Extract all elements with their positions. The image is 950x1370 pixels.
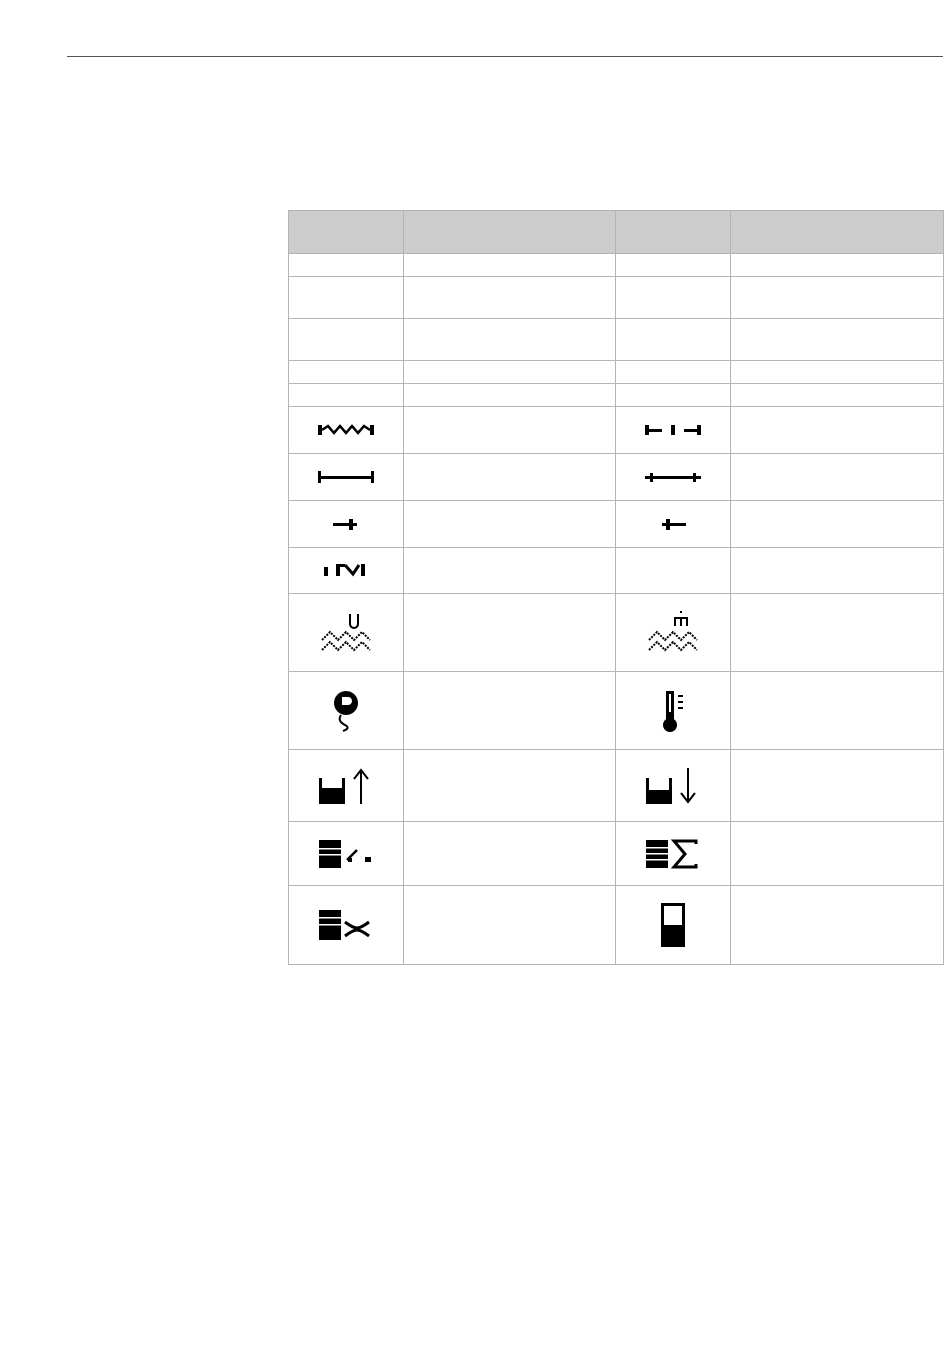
header-rule — [67, 56, 943, 57]
meaning-cell — [404, 672, 616, 750]
meaning-cell — [731, 594, 944, 672]
volume-flow-wave-icon — [320, 610, 372, 656]
mass-flow-wave-icon — [647, 610, 699, 656]
container-cross-icon — [317, 908, 375, 942]
table-header-row — [289, 211, 944, 254]
meaning-cell — [731, 501, 944, 548]
symbol-cell — [289, 407, 404, 454]
double-arrow-bar-icon — [644, 469, 702, 485]
meaning-cell — [404, 594, 616, 672]
symbol-cell — [616, 548, 731, 594]
table-row — [289, 750, 944, 822]
meaning-cell — [731, 750, 944, 822]
header-cell-meaning-2 — [731, 211, 944, 254]
meaning-cell — [731, 407, 944, 454]
header-cell-meaning-1 — [404, 211, 616, 254]
sawtooth-bar-icon — [317, 422, 375, 438]
symbol-cell — [289, 454, 404, 501]
segmented-bar-icon — [644, 422, 702, 438]
symbol-cell — [289, 501, 404, 548]
symbol-cell — [616, 594, 731, 672]
meaning-cell — [404, 407, 616, 454]
symbol-cell — [289, 822, 404, 886]
table-row — [289, 384, 944, 407]
table-row — [289, 319, 944, 361]
table-row — [289, 672, 944, 750]
meaning-cell — [404, 750, 616, 822]
meaning-cell — [404, 886, 616, 965]
symbol-cell — [289, 672, 404, 750]
header-cell-symbol-2 — [616, 211, 731, 254]
symbol-cell — [616, 407, 731, 454]
meaning-cell — [731, 548, 944, 594]
meaning-cell — [731, 822, 944, 886]
symbol-cell — [616, 454, 731, 501]
end-stop-bar-icon — [317, 469, 375, 485]
meaning-cell — [731, 454, 944, 501]
symbol-cell — [616, 822, 731, 886]
table-row — [289, 277, 944, 319]
container-fill-up-icon — [317, 766, 375, 806]
arrow-right-icon — [331, 516, 361, 532]
table-row — [289, 822, 944, 886]
header-cell-symbol-1 — [289, 211, 404, 254]
symbol-cell — [289, 886, 404, 965]
pressure-gauge-icon — [329, 689, 363, 733]
meaning-cell — [404, 501, 616, 548]
symbol-cell — [616, 672, 731, 750]
symbol-cell — [616, 750, 731, 822]
symbol-cell — [289, 594, 404, 672]
thermometer-icon — [658, 689, 688, 733]
arrow-left-icon — [658, 516, 688, 532]
symbol-cell — [616, 501, 731, 548]
symbol-cell — [289, 750, 404, 822]
meaning-cell — [731, 886, 944, 965]
symbol-cell — [616, 886, 731, 965]
meaning-cell — [404, 548, 616, 594]
meaning-cell — [404, 454, 616, 501]
container-empty-down-icon — [644, 766, 702, 806]
table-row — [289, 361, 944, 384]
table-row — [289, 454, 944, 501]
symbol-cell — [289, 548, 404, 594]
table-row — [289, 254, 944, 277]
container-totalizer-sigma-icon — [644, 838, 702, 870]
table-row — [289, 407, 944, 454]
fill-level-icon — [658, 901, 688, 949]
table-row — [289, 886, 944, 965]
table-row — [289, 501, 944, 548]
step-pulse-icon — [323, 562, 369, 578]
meaning-cell — [404, 822, 616, 886]
table-row — [289, 548, 944, 594]
table-row — [289, 594, 944, 672]
container-dosing-icon — [317, 838, 375, 870]
meaning-cell — [731, 672, 944, 750]
symbol-table — [288, 210, 944, 965]
